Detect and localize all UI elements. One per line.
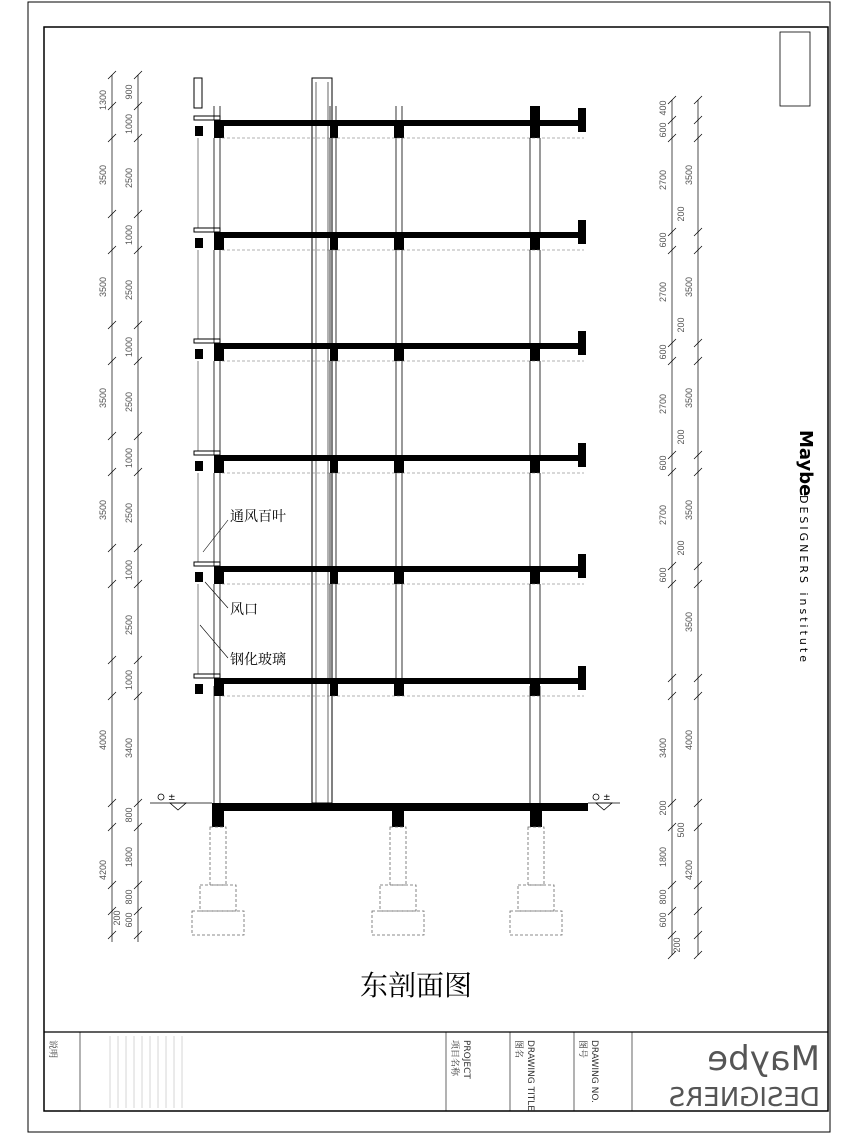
foundations [192, 827, 562, 935]
vent-block [195, 238, 203, 248]
title-block-hatch [110, 1036, 182, 1108]
louver-leader [203, 520, 228, 552]
stamp-box [780, 32, 810, 106]
floor-level [194, 220, 586, 343]
annotations [200, 509, 286, 668]
floor-beam [394, 566, 404, 584]
foundation-mid-footing [372, 911, 424, 935]
floor-beam [330, 566, 338, 584]
floor-beam [214, 455, 224, 473]
dim-text: 2700 [658, 504, 668, 526]
dim-text: 3500 [684, 276, 694, 298]
drawing-label: 图名 [513, 1040, 523, 1059]
dim-text: 400 [658, 100, 668, 116]
floor-beam [394, 343, 404, 361]
floor-beam [214, 232, 224, 250]
brand-vertical [795, 430, 816, 665]
dim-text: 2700 [658, 393, 668, 415]
foundation-left [210, 827, 226, 885]
dim-text: 500 [676, 822, 686, 838]
louver-frame [194, 228, 220, 232]
dim-text: 3500 [684, 387, 694, 409]
ground-beam-right [530, 803, 542, 827]
ground-step [572, 803, 588, 811]
dim-text: 2500 [124, 502, 134, 524]
dim-text: 600 [658, 567, 668, 583]
title-block [44, 1032, 828, 1113]
foundation-left-footing [192, 911, 244, 935]
floor-edge-beam [578, 220, 586, 244]
vent-block [195, 684, 203, 694]
dim-text: 2500 [124, 391, 134, 413]
brand-sub: DESIGNERS [668, 1083, 820, 1113]
dim-text: 1000 [124, 113, 134, 135]
floor-level [194, 443, 586, 566]
foundation-right-base [518, 885, 554, 911]
floor-beam [530, 566, 540, 584]
floor-beam [330, 343, 338, 361]
level-symbol-right [588, 793, 620, 810]
drawing-title: 东剖面图 [359, 969, 473, 1002]
vent-leader [205, 582, 228, 608]
dim-text: 600 [658, 122, 668, 138]
brand-vertical-sub: DESIGNERS institute [797, 495, 810, 665]
floor-beam [394, 120, 404, 138]
floor-beam [214, 120, 224, 138]
dim-text: 3500 [684, 164, 694, 186]
level-mark: ± [168, 793, 176, 803]
floor-edge-beam [578, 443, 586, 467]
level-triangle [170, 803, 186, 810]
floor-beam [214, 678, 224, 696]
dim-text: 2500 [124, 167, 134, 189]
foundation-mid [390, 827, 406, 885]
left-dim-texts [98, 84, 134, 927]
dim-text: 4000 [684, 729, 694, 751]
dim-text: 3400 [658, 737, 668, 759]
dim-text: 1800 [124, 846, 134, 868]
floor-beam [530, 678, 540, 696]
dim-text: 2500 [124, 279, 134, 301]
ground-beam-left [212, 803, 224, 827]
dim-text: 1000 [124, 447, 134, 469]
project-en-label: PROJECT [461, 1040, 471, 1079]
dim-text: 4200 [98, 859, 108, 881]
floor-beam [214, 566, 224, 584]
dim-text: 600 [658, 912, 668, 928]
dim-text: 3500 [98, 164, 108, 186]
project-label: 项目名称 [449, 1040, 459, 1077]
floor-edge-beam [578, 666, 586, 690]
floor-beam [394, 232, 404, 250]
dim-text: 1000 [124, 559, 134, 581]
dim-text: 800 [124, 807, 134, 823]
number-label: 图号 [577, 1040, 587, 1059]
floor-beam [394, 678, 404, 696]
foundation-mid-base [380, 885, 416, 911]
dim-text: 600 [658, 344, 668, 360]
dim-text: 1000 [124, 669, 134, 691]
floor-edge-beam [578, 331, 586, 355]
floor-beam [330, 455, 338, 473]
floor-level [194, 331, 586, 455]
dim-text: 2500 [124, 614, 134, 636]
floor-beam [330, 232, 338, 250]
floor-beam [394, 455, 404, 473]
dim-text: 200 [658, 800, 668, 816]
dim-text: 3500 [98, 276, 108, 298]
dim-text: 800 [658, 889, 668, 905]
louver-frame [194, 116, 220, 120]
notes-label: 说明 [47, 1040, 57, 1059]
dim-text: 800 [124, 889, 134, 905]
dim-text: 200 [676, 317, 686, 333]
floor-beam [214, 343, 224, 361]
louver-frame [194, 562, 220, 566]
dim-text: 1300 [98, 89, 108, 111]
dim-text: 200 [672, 937, 682, 953]
glass-label: 钢化玻璃 [230, 652, 286, 668]
dim-text: 3500 [98, 387, 108, 409]
ground-beam-mid [392, 803, 404, 827]
level-symbol-left [150, 793, 212, 810]
dim-text: 1000 [124, 224, 134, 246]
dim-text: 4000 [98, 729, 108, 751]
vent-block [195, 126, 203, 136]
dim-text: 200 [676, 429, 686, 445]
dim-text: 600 [124, 912, 134, 928]
floor-edge-beam [578, 108, 586, 132]
floor-edge-beam [578, 554, 586, 578]
dim-text: 200 [676, 540, 686, 556]
brand-mirrored [669, 1039, 820, 1113]
floor-beam [530, 232, 540, 250]
drawing-en-label: DRAWING TITLE [525, 1040, 535, 1111]
floor-beam [330, 120, 338, 138]
floor-beam [530, 455, 540, 473]
building-section [150, 78, 620, 935]
level-mark: ± [603, 793, 611, 803]
dim-text: 1800 [658, 846, 668, 868]
number-en-label: DRAWING NO. [589, 1040, 599, 1103]
louver-label: 通风百叶 [230, 509, 286, 525]
dim-text: 600 [658, 455, 668, 471]
floor-beam [330, 678, 338, 696]
roof-parapet [194, 78, 202, 108]
level-circle [158, 794, 164, 800]
dim-text: 600 [658, 232, 668, 248]
floor-level [194, 666, 586, 696]
level-circle [593, 794, 599, 800]
dim-text: 200 [112, 910, 122, 926]
brand-name: Maybe [707, 1039, 820, 1079]
foundation-left-base [200, 885, 236, 911]
level-triangle [596, 803, 612, 810]
dim-text: 3500 [684, 499, 694, 521]
dim-text: 2700 [658, 281, 668, 303]
central-shaft [312, 78, 332, 803]
dim-text: 3500 [98, 499, 108, 521]
louver-frame [194, 339, 220, 343]
dim-text: 4200 [684, 859, 694, 881]
brand-vertical-name: Maybe [795, 430, 816, 497]
floor-level [194, 108, 586, 232]
vent-block [195, 349, 203, 359]
vent-block [195, 572, 203, 582]
vent-label: 风口 [230, 602, 258, 618]
vent-block [195, 461, 203, 471]
dim-text: 3500 [684, 611, 694, 633]
dim-text: 2700 [658, 169, 668, 191]
dim-text: 1000 [124, 336, 134, 358]
louver-frame [194, 674, 220, 678]
dim-text: 900 [124, 84, 134, 100]
floor-beam [530, 120, 540, 138]
foundation-right-footing [510, 911, 562, 935]
dim-text: 200 [676, 206, 686, 222]
foundation-right [528, 827, 544, 885]
louver-frame [194, 451, 220, 455]
dim-text: 3400 [124, 737, 134, 759]
floor-beam [530, 343, 540, 361]
